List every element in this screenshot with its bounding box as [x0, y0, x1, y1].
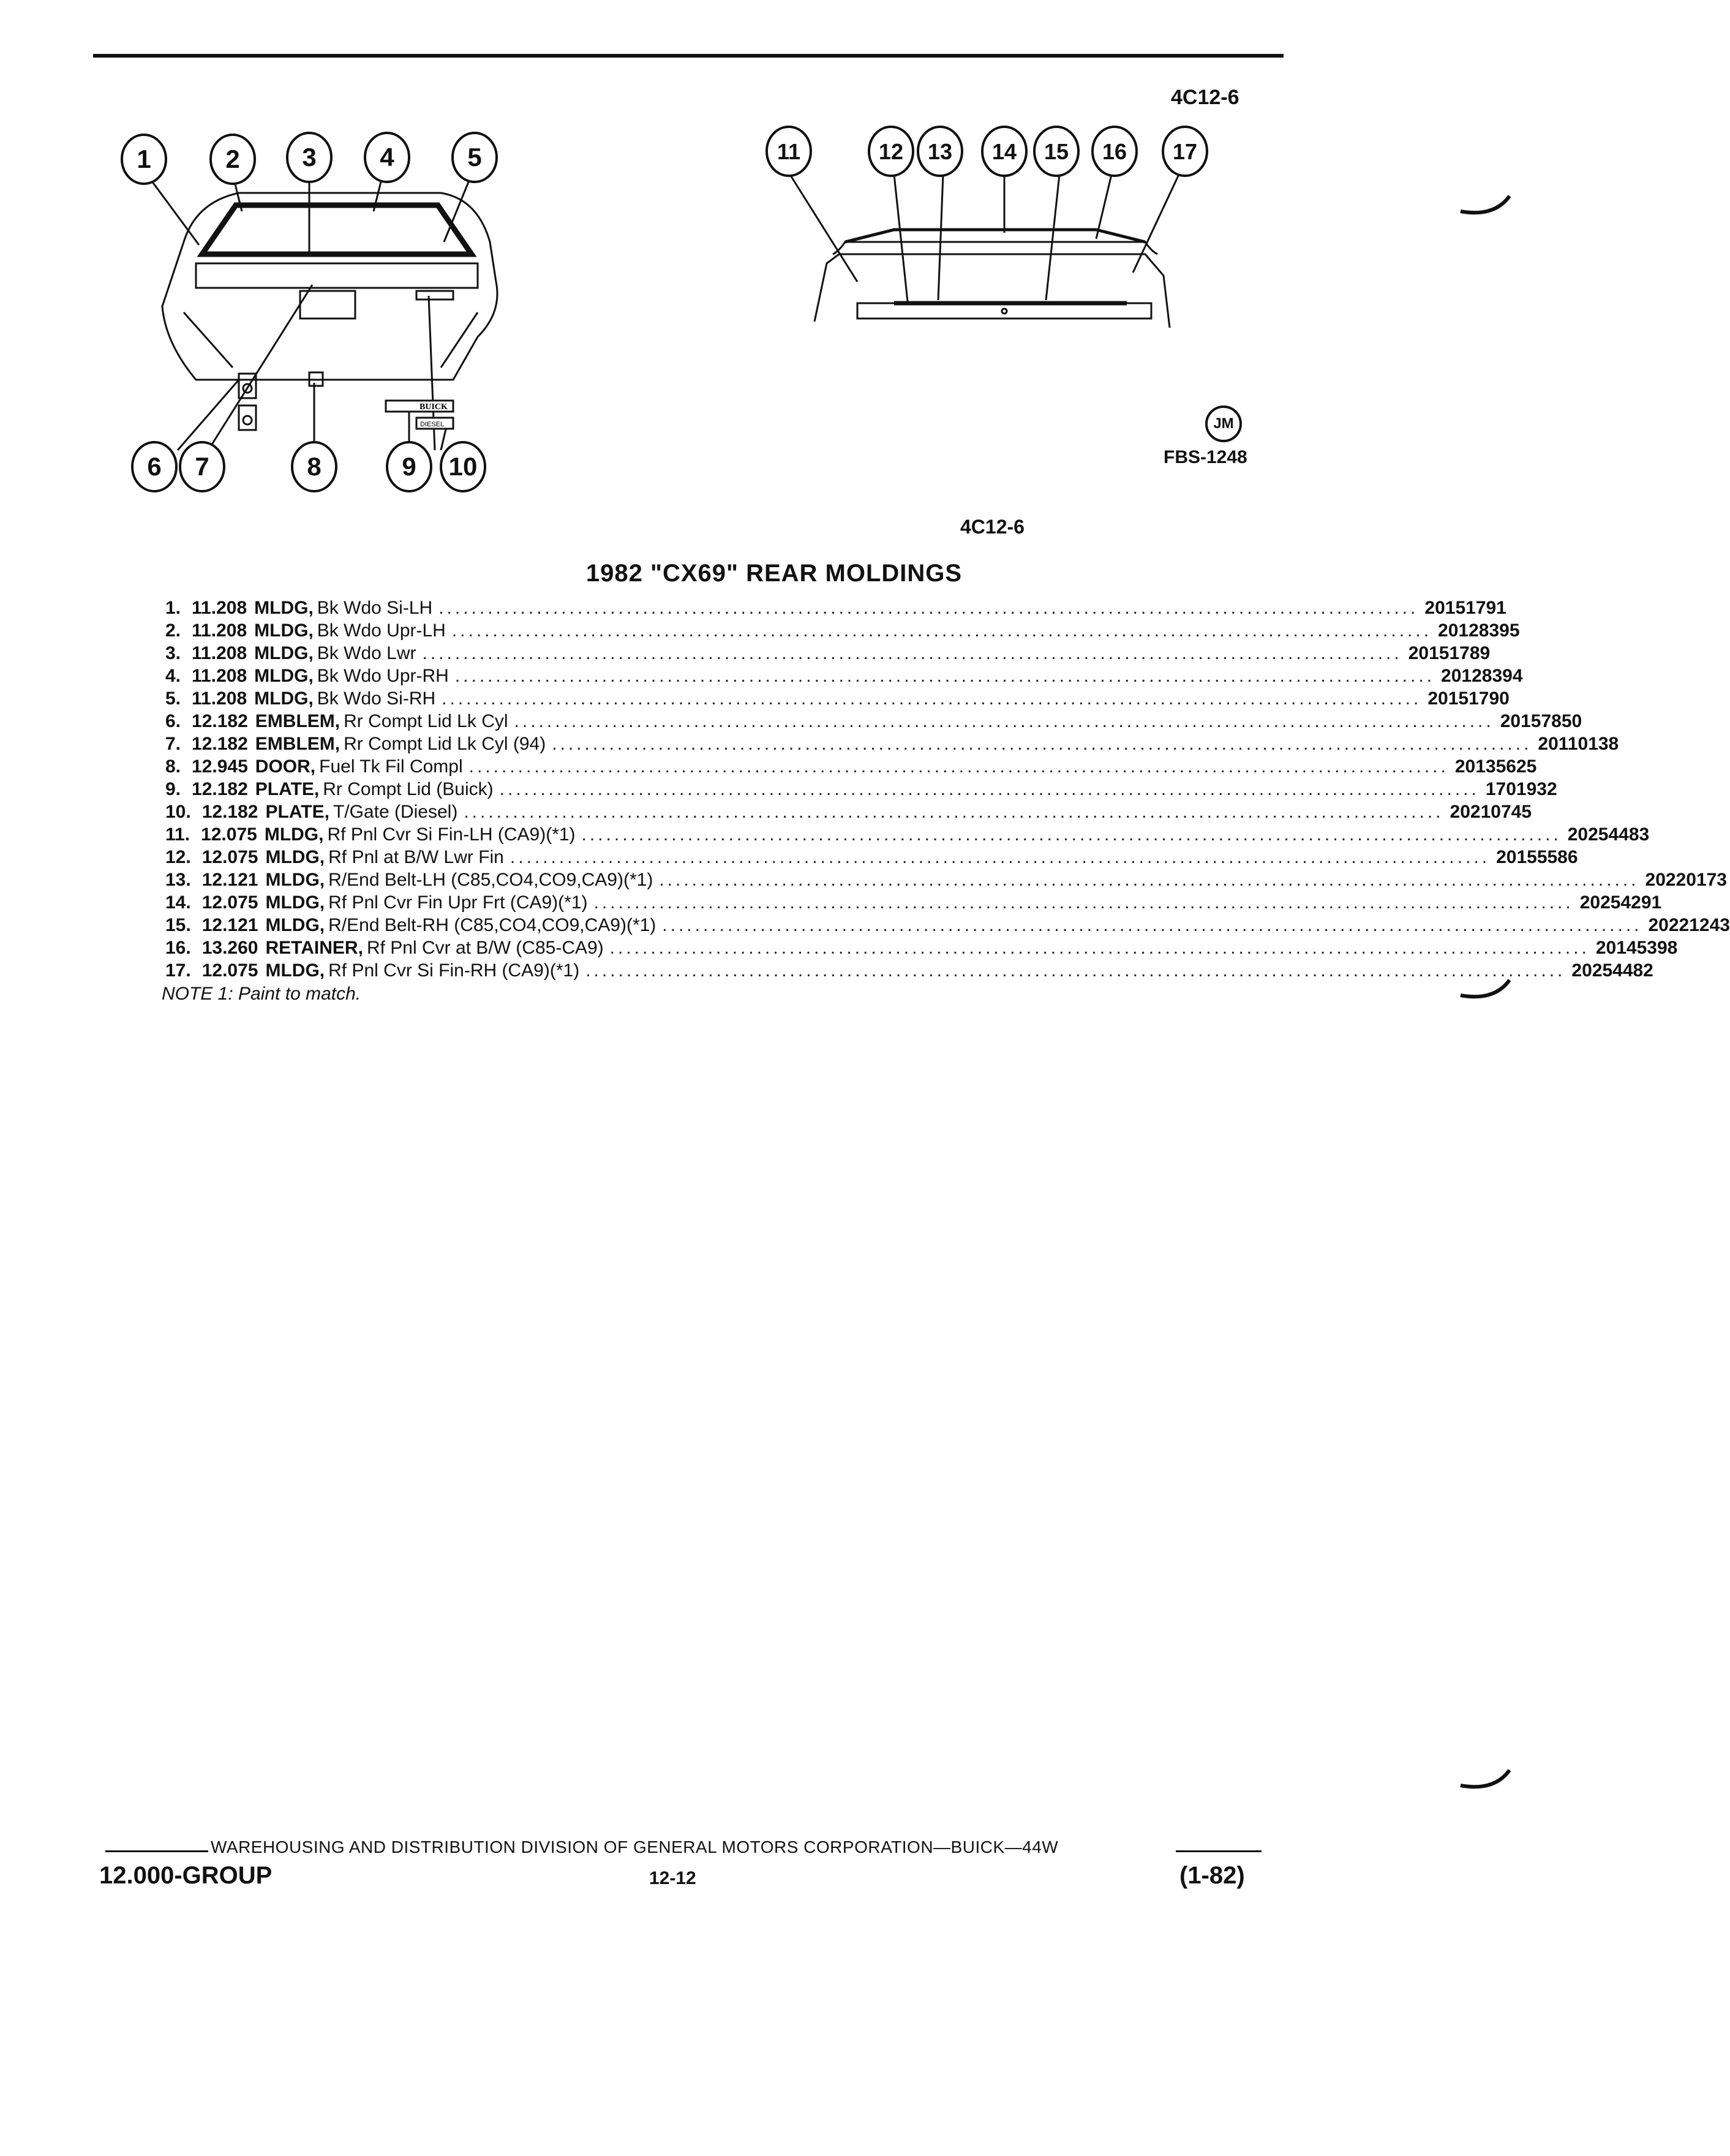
part-number: 20151790: [1427, 688, 1510, 709]
part-number: 20110138: [1538, 734, 1619, 754]
group-number: 12.182: [192, 734, 248, 754]
part-detail: Bk Wdo Si-RH: [317, 688, 436, 709]
part-name: MLDG,: [254, 620, 314, 641]
item-number: 17.: [165, 960, 191, 981]
part-name: EMBLEM,: [255, 711, 340, 731]
part-name: PLATE,: [255, 779, 320, 799]
part-number: 20128394: [1441, 666, 1523, 686]
part-name: MLDG,: [265, 915, 325, 935]
item-number: 14.: [165, 892, 191, 913]
group-number: 12.945: [192, 756, 248, 777]
callout-14: 14: [991, 139, 1017, 164]
part-detail: Bk Wdo Upr-LH: [317, 620, 446, 641]
item-number: 10.: [165, 802, 191, 822]
footer-date: (1-82): [1179, 1862, 1245, 1889]
figure-code-top: 4C12-6: [1171, 86, 1239, 109]
part-description: [258, 914, 1648, 937]
part-name: MLDG,: [254, 666, 314, 686]
group-number: 11.208: [192, 598, 247, 618]
table-row: [165, 846, 1578, 869]
part-description: [258, 937, 1595, 959]
item-number: 8.: [165, 756, 181, 777]
part-description: [257, 823, 1568, 846]
table-row: [165, 891, 1662, 914]
part-description: [258, 959, 1571, 982]
part-description: [248, 755, 1455, 778]
rear-window-outline: [202, 205, 472, 254]
item-number: 16.: [165, 938, 191, 958]
part-description: [247, 597, 1424, 619]
group-number: 12.075: [201, 892, 258, 913]
item-number: 3.: [165, 643, 181, 663]
table-row: [165, 778, 1557, 801]
footer-page-number: 12-12: [649, 1868, 696, 1888]
item-number: 1.: [165, 598, 181, 618]
part-detail: Rr Compt Lid Lk Cyl: [344, 711, 508, 731]
part-name: MLDG,: [265, 847, 325, 867]
callout-5: 5: [467, 143, 482, 172]
dot-leader: ........................................................................................................................: [552, 734, 1532, 754]
callout-15: 15: [1044, 139, 1069, 164]
group-number: 11.208: [192, 666, 247, 686]
table-row: [165, 665, 1523, 687]
part-number: 20210745: [1450, 802, 1532, 822]
part-description: [248, 710, 1500, 733]
part-detail: Rf Pnl Cvr Si Fin-LH (CA9)(*1): [327, 824, 576, 845]
part-detail: Rr Compt Lid (Buick): [323, 779, 494, 799]
callout-4: 4: [380, 143, 394, 172]
group-number: 13.260: [201, 938, 258, 958]
table-row: [165, 937, 1678, 959]
part-number: 20254291: [1579, 892, 1662, 913]
binding-mark-3: [1457, 1758, 1513, 1795]
dot-leader: ........................................................................................................................: [514, 711, 1494, 731]
trunk-lid: [196, 263, 478, 288]
part-detail: R/End Belt-RH (C85,CO4,CO9,CA9)(*1): [328, 915, 656, 935]
part-description: [248, 778, 1486, 801]
part-name: EMBLEM,: [255, 734, 340, 754]
dot-leader: ........................................................................................................................: [499, 779, 1480, 799]
part-number: 20135625: [1454, 756, 1537, 777]
item-number: 7.: [165, 734, 181, 754]
part-name: MLDG,: [265, 870, 325, 890]
dot-leader: ........................................................................................................................: [464, 802, 1444, 822]
dot-leader: ........................................................................................................................: [422, 643, 1402, 663]
part-number: 20145398: [1595, 938, 1678, 958]
item-number: 11.: [165, 824, 190, 845]
part-detail: T/Gate (Diesel): [333, 802, 458, 822]
item-number: 15.: [165, 915, 191, 935]
part-name: MLDG,: [265, 892, 325, 913]
part-detail: Rf Pnl Cvr at B/W (C85-CA9): [366, 938, 604, 958]
footer-division-line: WAREHOUSING AND DISTRIBUTION DIVISION OF GENERAL MOTORS CORPORATION—BUICK—44W: [211, 1838, 1059, 1856]
part-name: MLDG,: [265, 960, 325, 981]
part-description: [247, 642, 1408, 665]
part-detail: Rr Compt Lid Lk Cyl (94): [344, 734, 546, 754]
table-row: [165, 597, 1506, 619]
callout-8: 8: [307, 452, 322, 481]
figure-code-mid: 4C12-6: [960, 516, 1025, 538]
group-number: 12.121: [201, 870, 258, 890]
part-number: 20157850: [1500, 711, 1582, 731]
car-body-right: [814, 254, 1170, 328]
callout-2: 2: [225, 145, 240, 173]
callout-17: 17: [1172, 139, 1198, 164]
footer-rule-right: [1176, 1850, 1262, 1852]
part-description: [248, 733, 1538, 755]
group-number: 11.208: [192, 643, 247, 663]
item-number: 12.: [165, 847, 191, 867]
diesel-plate-graphic: DIESEL: [420, 421, 445, 428]
table-row: [165, 959, 1653, 982]
diagram-roof-view-right: [723, 116, 1249, 374]
part-name: PLATE,: [265, 802, 329, 822]
callout-11: 11: [777, 139, 801, 164]
part-number: 20128395: [1438, 620, 1520, 641]
item-number: 2.: [165, 620, 181, 641]
part-detail: Fuel Tk Fil Compl: [319, 756, 463, 777]
group-number: 12.121: [201, 915, 258, 935]
dot-leader: ........................................................................................................................: [593, 892, 1574, 913]
table-row: [165, 869, 1727, 891]
table-row: [165, 823, 1650, 846]
part-number: 20155586: [1496, 847, 1578, 867]
part-number: 1701932: [1485, 779, 1557, 799]
part-description: [247, 619, 1438, 642]
dot-leader: ........................................................................................................................: [585, 960, 1566, 981]
diagram-rear-view-left: [110, 123, 514, 502]
part-number: 20151789: [1408, 643, 1491, 663]
dot-leader: ........................................................................................................................: [454, 666, 1435, 686]
dot-leader: ........................................................................................................................: [438, 598, 1419, 618]
buick-plate-graphic: BUICK: [419, 402, 448, 412]
dot-leader: ........................................................................................................................: [609, 938, 1590, 958]
parts-table: [165, 597, 1730, 982]
callout-9: 9: [402, 452, 416, 481]
part-detail: Rf Pnl at B/W Lwr Fin: [328, 847, 504, 867]
dot-leader: ........................................................................................................................: [442, 688, 1422, 709]
part-detail: Bk Wdo Si-LH: [317, 598, 433, 618]
part-description: [247, 687, 1427, 710]
part-detail: Bk Wdo Lwr: [317, 643, 416, 663]
table-row: [165, 755, 1537, 778]
part-name: RETAINER,: [265, 938, 363, 958]
dot-leader: ........................................................................................................................: [468, 756, 1449, 777]
footer-rule-left: [105, 1850, 208, 1852]
dot-leader: ........................................................................................................................: [659, 870, 1639, 890]
part-description: [258, 801, 1450, 823]
fuel-door-panel: [300, 291, 355, 318]
table-row: [165, 687, 1510, 710]
note: NOTE 1: Paint to match.: [162, 984, 361, 1004]
part-detail: Rf Pnl Cvr Si Fin-RH (CA9)(*1): [328, 960, 580, 981]
part-name: MLDG,: [264, 824, 324, 845]
drawing-code: FBS-1248: [1164, 447, 1247, 467]
jm-logo: JM: [1205, 405, 1242, 442]
part-detail: R/End Belt-LH (C85,CO4,CO9,CA9)(*1): [328, 870, 653, 890]
part-detail: Rf Pnl Cvr Fin Upr Frt (CA9)(*1): [328, 892, 588, 913]
binding-mark-2: [1457, 968, 1513, 1005]
page-title: 1982 "CX69" REAR MOLDINGS: [585, 560, 963, 587]
part-description: [258, 846, 1496, 869]
part-name: MLDG,: [254, 688, 314, 709]
item-number: 9.: [165, 779, 181, 799]
group-number: 11.208: [192, 688, 247, 709]
table-row: [165, 733, 1619, 755]
table-row: [165, 710, 1582, 733]
part-number: 20221243: [1648, 915, 1730, 935]
table-row: [165, 619, 1520, 642]
callout-12: 12: [878, 139, 904, 164]
callout-13: 13: [927, 139, 953, 164]
table-row: [165, 914, 1730, 937]
part-number: 20254482: [1571, 960, 1653, 981]
dot-leader: ........................................................................................................................: [510, 847, 1491, 867]
group-number: 11.208: [192, 620, 247, 641]
part-name: DOOR,: [255, 756, 316, 777]
item-number: 6.: [165, 711, 181, 731]
part-number: 20254483: [1567, 824, 1650, 845]
part-description: [258, 891, 1579, 914]
part-name: MLDG,: [254, 643, 314, 663]
rear-panel: [857, 303, 1151, 318]
group-number: 12.075: [201, 847, 258, 867]
part-number: 20151791: [1424, 598, 1506, 618]
footer-group: 12.000-GROUP: [99, 1862, 273, 1889]
binding-mark-1: [1457, 184, 1513, 221]
badge-outline: [416, 291, 453, 300]
item-number: 13.: [165, 870, 191, 890]
callout-1: 1: [137, 145, 151, 173]
part-detail: Bk Wdo Upr-RH: [317, 666, 449, 686]
dot-leader: ........................................................................................................................: [451, 620, 1432, 641]
callout-6: 6: [147, 452, 162, 481]
roof-edge: [845, 230, 1145, 242]
top-rule: [93, 54, 1284, 58]
callout-10: 10: [448, 452, 478, 481]
part-name: MLDG,: [254, 598, 314, 618]
table-row: [165, 642, 1491, 665]
group-number: 12.075: [201, 824, 257, 845]
dot-leader: ........................................................................................................................: [581, 824, 1562, 845]
callout-3: 3: [302, 143, 317, 172]
part-number: 20220173: [1645, 870, 1727, 890]
item-number: 5.: [165, 688, 181, 709]
callout-7: 7: [195, 452, 209, 481]
group-number: 12.182: [192, 779, 248, 799]
dot-leader: ........................................................................................................................: [662, 915, 1642, 935]
table-row: [165, 801, 1532, 823]
group-number: 12.182: [201, 802, 258, 822]
group-number: 12.182: [192, 711, 248, 731]
part-description: [247, 665, 1441, 687]
item-number: 4.: [165, 666, 181, 686]
part-description: [258, 869, 1645, 891]
callout-16: 16: [1102, 139, 1127, 164]
group-number: 12.075: [201, 960, 258, 981]
